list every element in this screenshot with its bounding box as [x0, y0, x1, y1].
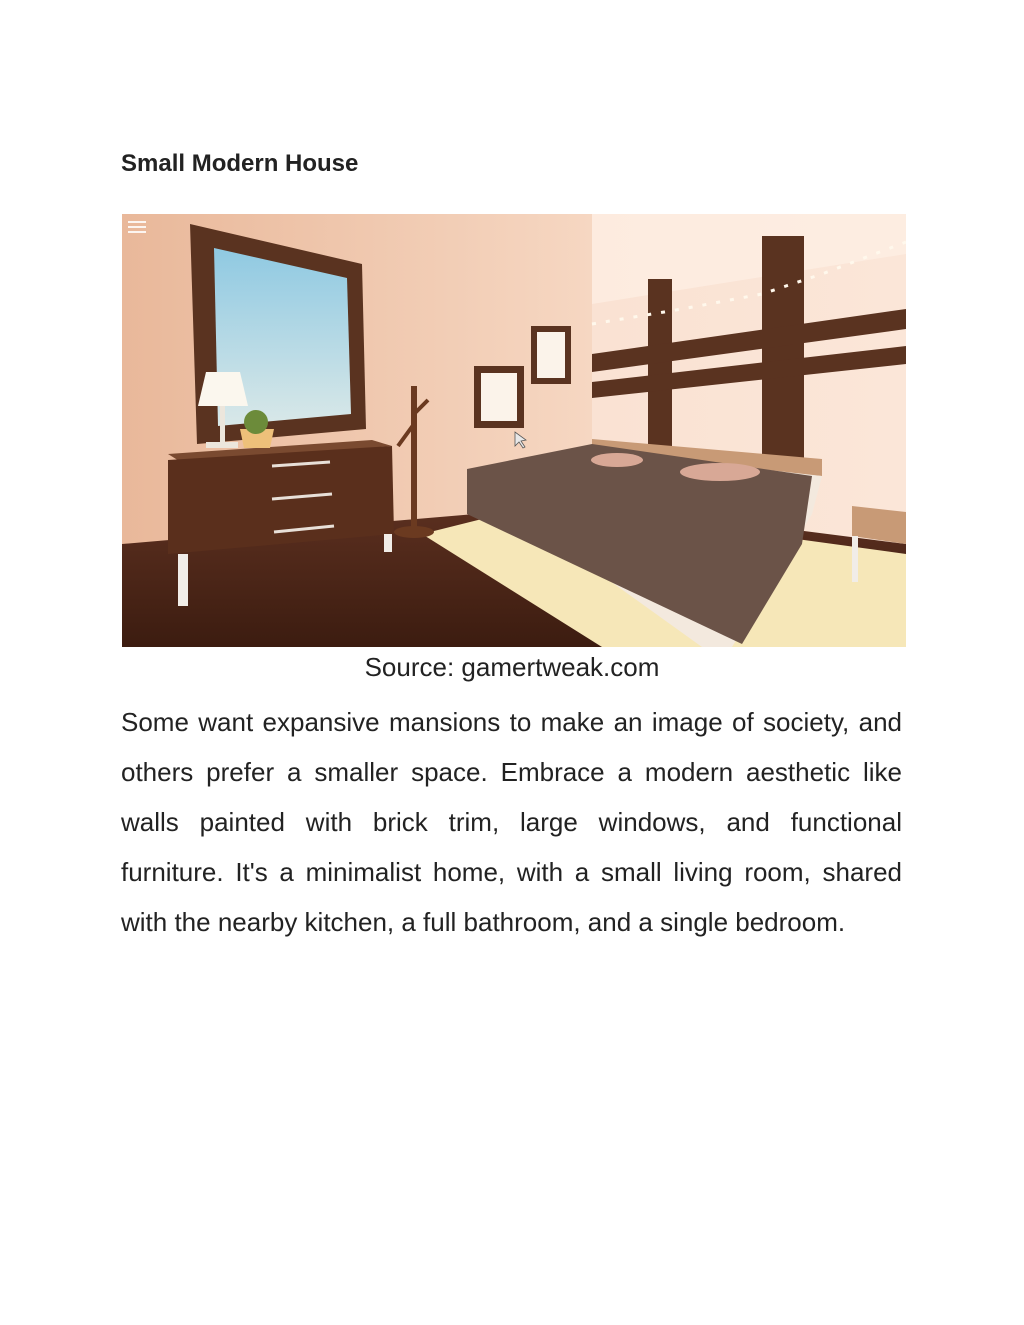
picture-canvas	[481, 373, 517, 421]
dresser-leg	[178, 554, 188, 606]
image-caption: Source: gamertweak.com	[364, 652, 660, 682]
body-paragraph: Some want expansive mansions to make an image of society, and others prefer a smaller space. Embrace a modern aesthetic like walls painted with brick trim, large windows, and functional furniture. It's a minimalist home, with a small living room, shared with the nearby kitchen, a full bathroom, and a single bedroom.	[121, 707, 902, 937]
dresser-leg	[384, 534, 392, 552]
menu-icon	[128, 221, 146, 233]
bedroom-image	[122, 214, 906, 647]
coat-rack-base	[394, 526, 434, 538]
pillow	[591, 453, 643, 467]
picture-canvas	[537, 332, 565, 378]
lamp-base	[206, 442, 238, 448]
plant	[244, 410, 268, 434]
page-title: Small Modern House	[121, 150, 359, 177]
lamp-stem	[220, 406, 225, 444]
lamp-shade	[198, 372, 248, 406]
pillow	[680, 463, 760, 481]
